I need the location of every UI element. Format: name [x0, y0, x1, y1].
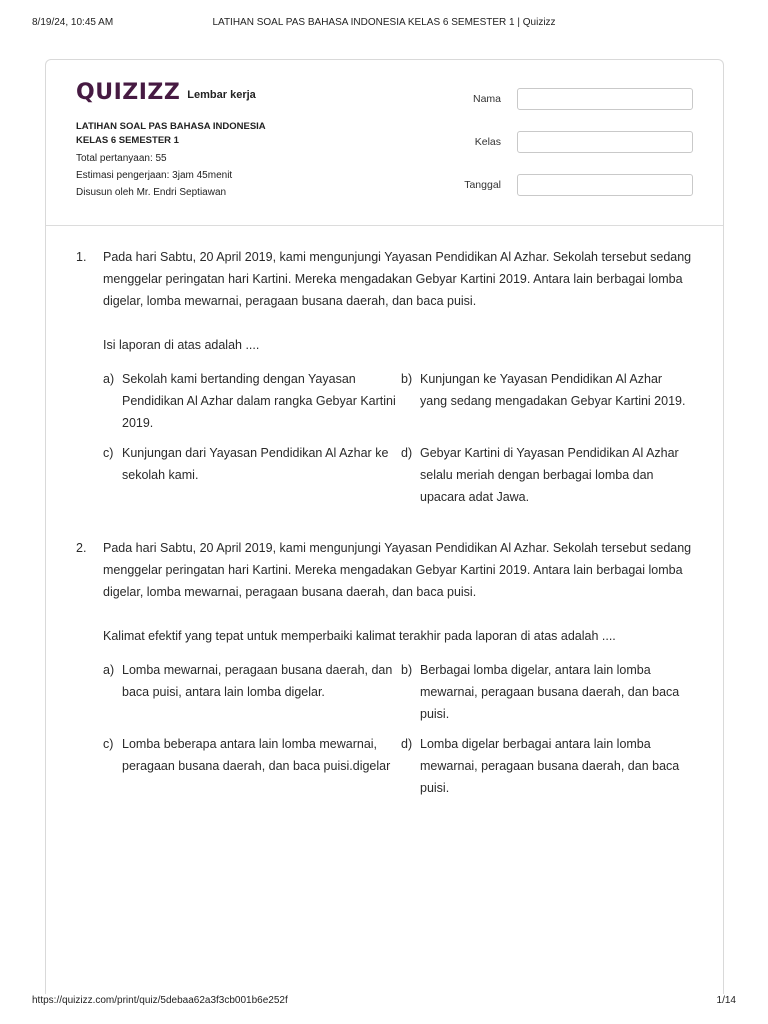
- worksheet: [45, 59, 724, 994]
- date-label: Tanggal: [464, 179, 501, 191]
- option-letter: b): [401, 372, 413, 386]
- option-letter: a): [103, 372, 115, 386]
- quiz-title: [76, 120, 266, 147]
- worksheet-header: [46, 60, 723, 226]
- answer-options: [103, 659, 698, 799]
- print-header: [32, 17, 736, 31]
- option-a[interactable]: [103, 368, 401, 434]
- question-number: 2.: [76, 541, 87, 555]
- answer-options: [103, 368, 698, 508]
- page-number: 1/14: [716, 995, 736, 1006]
- option-text: Gebyar Kartini di Yayasan Pendidikan Al Azhar selalu meriah dengan berbagai lomba dan upacara adat Jawa.: [420, 446, 679, 504]
- name-row: [453, 88, 693, 110]
- date-row: [453, 174, 693, 196]
- print-datetime: 8/19/24, 10:45 AM: [32, 17, 114, 28]
- question-body: [103, 246, 698, 508]
- question-passage: Pada hari Sabtu, 20 April 2019, kami mengunjungi Yayasan Pendidikan Al Azhar. Sekolah tersebut sedang menggelar peringatan hari Kartini. Mereka mengadakan Gebyar Kartini 2019. Antara lain berbagai lomba digelar, lomba mewarnai, peragaan busana daerah, dan baca puisi.: [103, 250, 692, 308]
- question-prompt: Kalimat efektif yang tepat untuk memperbaiki kalimat terakhir pada laporan di atas adalah ....: [103, 629, 616, 643]
- class-label: Kelas: [474, 136, 501, 148]
- option-b[interactable]: [401, 659, 691, 725]
- option-c[interactable]: [103, 442, 401, 508]
- worksheet-label: Lembar kerja: [187, 89, 256, 101]
- option-letter: d): [401, 737, 413, 751]
- question-passage: Pada hari Sabtu, 20 April 2019, kami mengunjungi Yayasan Pendidikan Al Azhar. Sekolah tersebut sedang menggelar peringatan hari Kartini. Mereka mengadakan Gebyar Kartini 2019. Antara lain berbagai lomba digelar, lomba mewarnai, peragaan busana daerah, dan baca puisi.: [103, 541, 692, 599]
- option-d[interactable]: [401, 733, 691, 799]
- quizizz-logo: QUIZIZZ: [76, 80, 181, 105]
- question-prompt: Isi laporan di atas adalah ....: [103, 338, 260, 352]
- question-number: 1.: [76, 250, 87, 264]
- option-text: Sekolah kami bertanding dengan Yayasan Pendidikan Al Azhar dalam rangka Gebyar Kartini 2019.: [122, 372, 396, 430]
- name-input[interactable]: [517, 88, 693, 110]
- quiz-info: [76, 120, 266, 201]
- option-c[interactable]: [103, 733, 401, 799]
- quiz-title-line-2: KELAS 6 SEMESTER 1: [76, 134, 179, 146]
- option-text: Kunjungan dari Yayasan Pendidikan Al Azhar ke sekolah kami.: [122, 446, 389, 482]
- quiz-title-line-1: LATIHAN SOAL PAS BAHASA INDONESIA: [76, 121, 266, 132]
- option-text: Kunjungan ke Yayasan Pendidikan Al Azhar yang sedang mengadakan Gebyar Kartini 2019.: [420, 372, 686, 408]
- option-text: Berbagai lomba digelar, antara lain lomba mewarnai, peragaan busana daerah, dan baca puisi.: [420, 663, 680, 721]
- print-footer: [32, 995, 736, 1009]
- total-questions: Total pertanyaan: 55: [76, 153, 167, 164]
- date-input[interactable]: [517, 174, 693, 196]
- option-d[interactable]: [401, 442, 691, 508]
- option-letter: d): [401, 446, 413, 460]
- print-page-title: LATIHAN SOAL PAS BAHASA INDONESIA KELAS 6 SEMESTER 1 | Quizizz: [212, 17, 556, 28]
- option-b[interactable]: [401, 368, 691, 434]
- question-body: [103, 537, 698, 799]
- option-letter: a): [103, 663, 115, 677]
- option-text: Lomba mewarnai, peragaan busana daerah, dan baca puisi, antara lain lomba digelar.: [122, 663, 393, 699]
- option-a[interactable]: [103, 659, 401, 725]
- student-fields: [453, 88, 693, 217]
- option-letter: b): [401, 663, 413, 677]
- print-url: https://quizizz.com/print/quiz/5debaa62a3f3cb001b6e252f: [32, 995, 288, 1006]
- option-text: Lomba digelar berbagai antara lain lomba mewarnai, peragaan busana daerah, dan baca puisi.: [420, 737, 680, 795]
- class-input[interactable]: [517, 131, 693, 153]
- option-letter: c): [103, 446, 114, 460]
- brand: [76, 81, 256, 105]
- quiz-author: Disusun oleh Mr. Endri Septiawan: [76, 187, 227, 198]
- option-letter: c): [103, 737, 114, 751]
- name-label: Nama: [472, 93, 501, 105]
- estimated-time: Estimasi pengerjaan: 3jam 45menit: [76, 170, 233, 181]
- option-text: Lomba beberapa antara lain lomba mewarnai, peragaan busana daerah, dan baca puisi.digelar: [122, 737, 391, 773]
- class-row: [453, 131, 693, 153]
